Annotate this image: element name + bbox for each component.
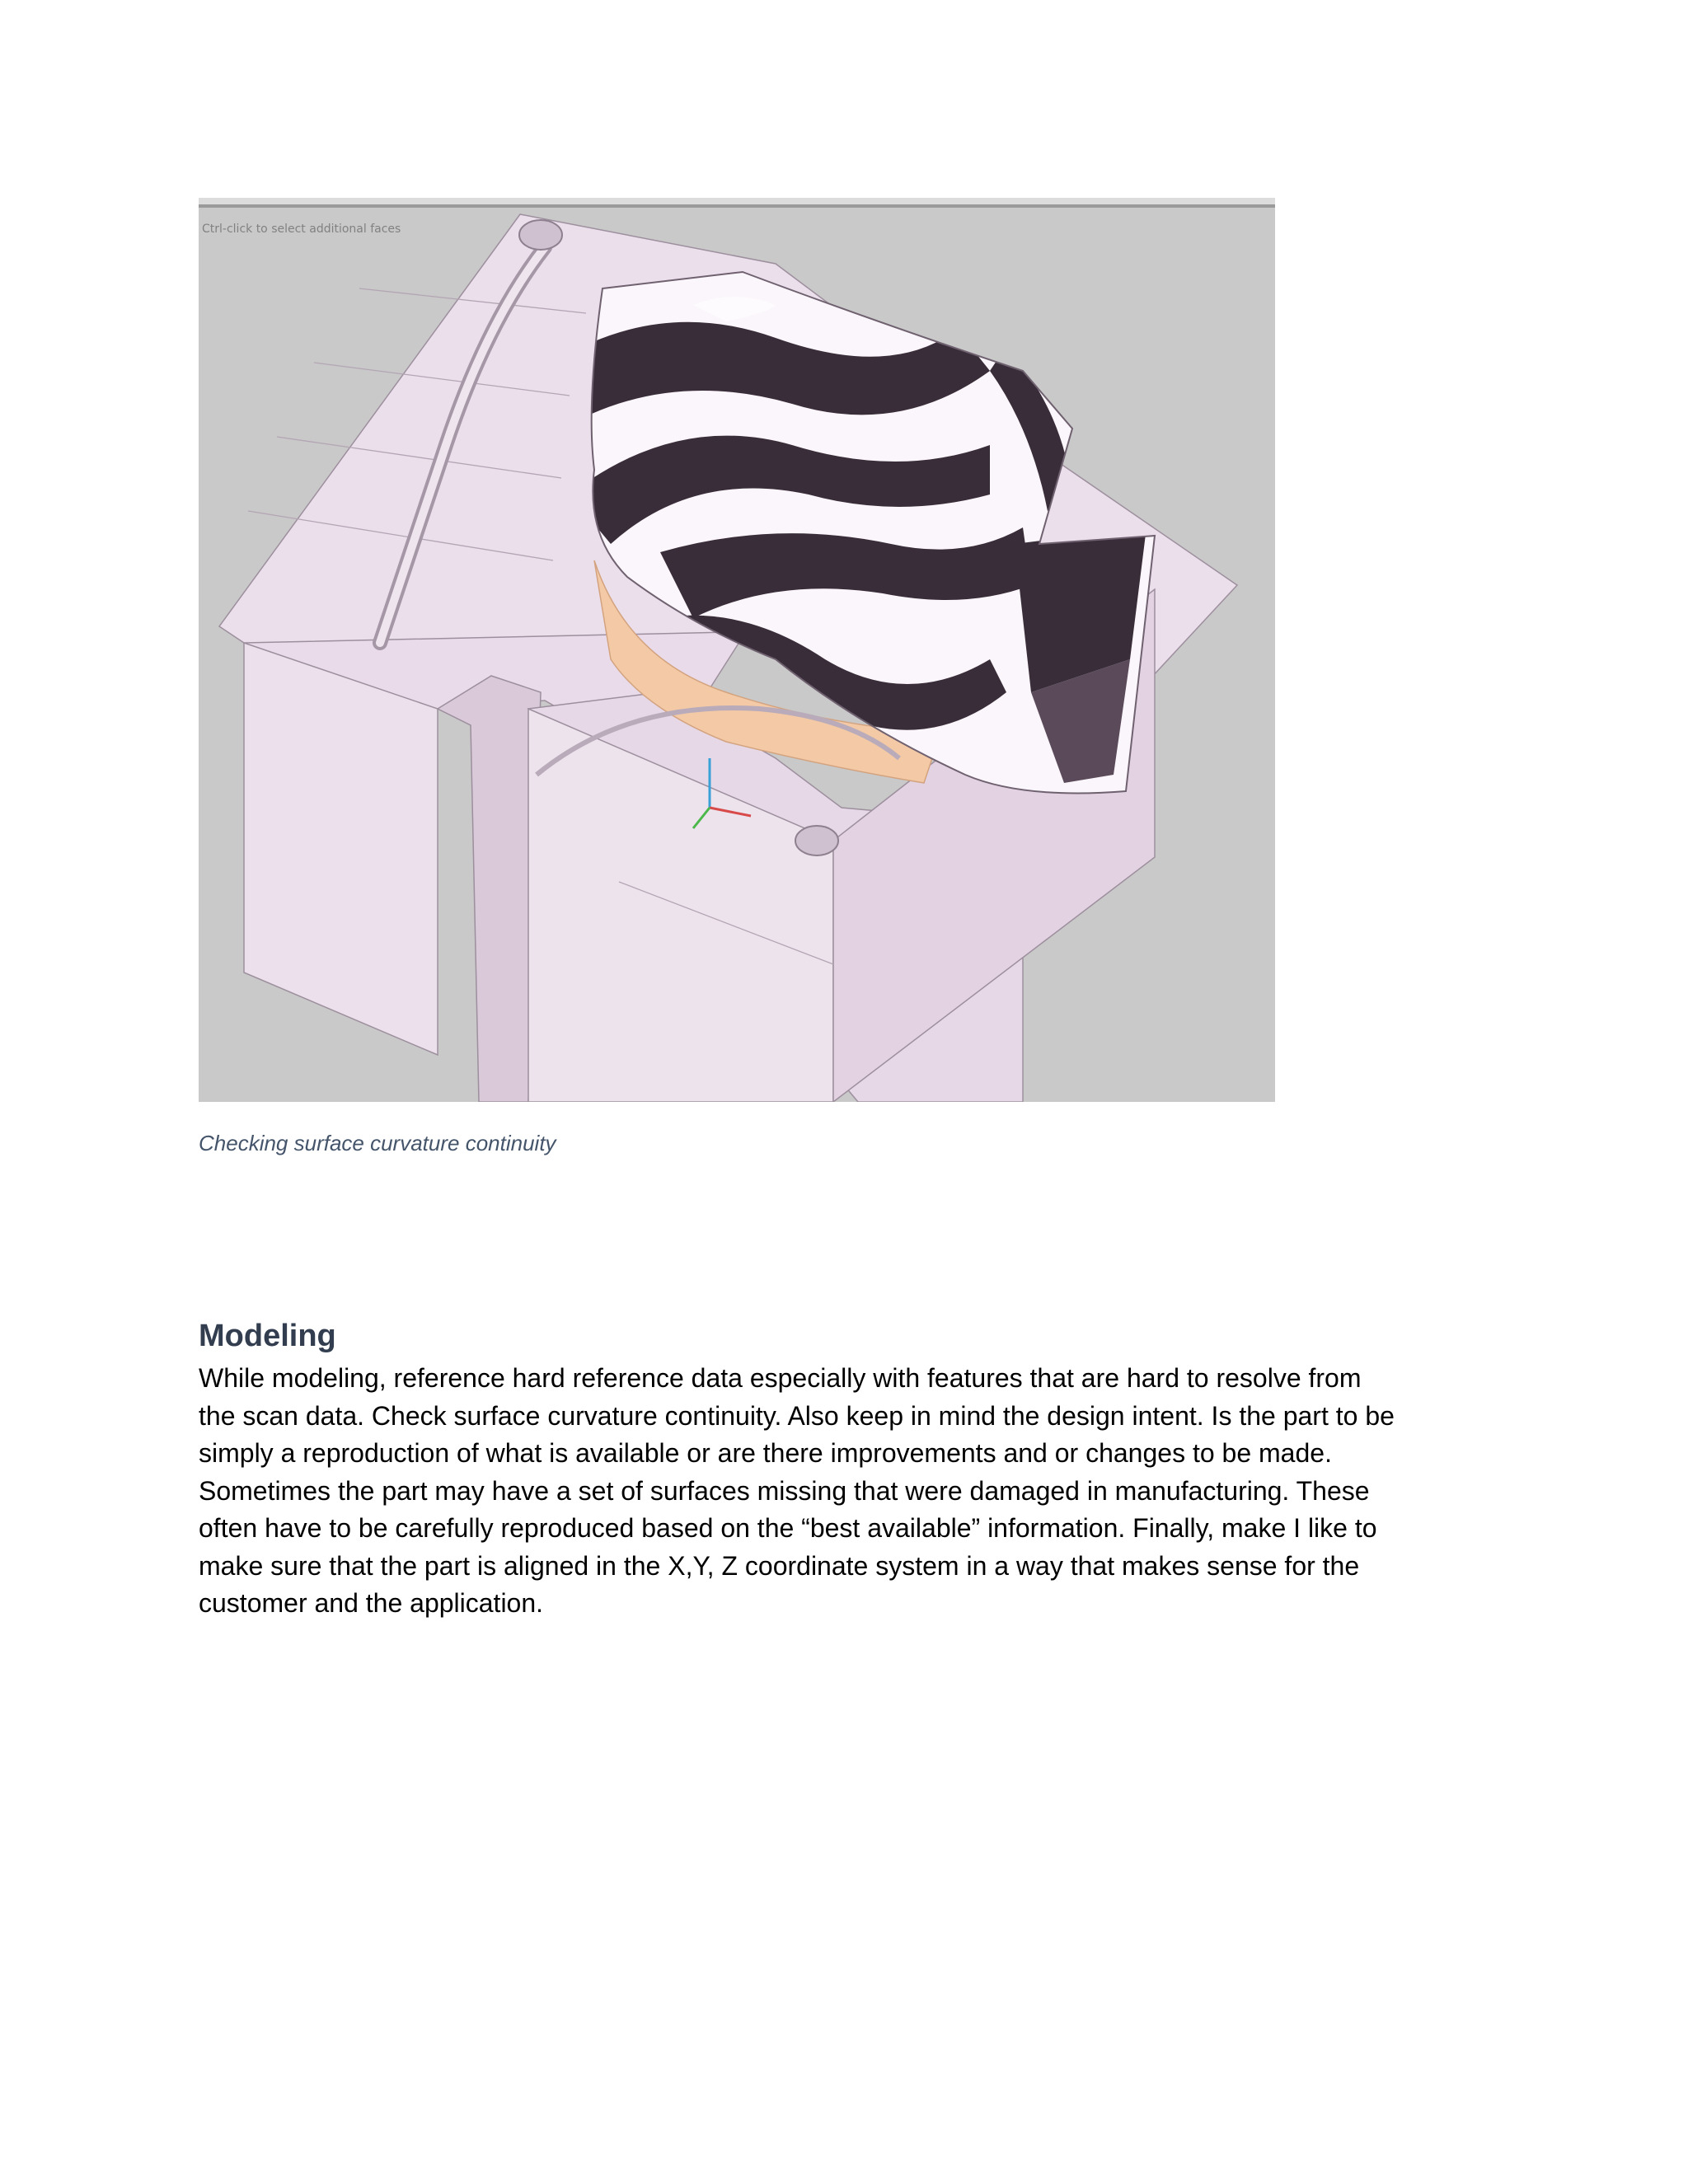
viewport-toolbar-border: [199, 204, 1275, 208]
cad-screenshot-figure: [199, 198, 1275, 1102]
figure-caption: Checking surface curvature continuity: [199, 1131, 556, 1155]
body-paragraph: [199, 1360, 1484, 1623]
bolt-hole-top: [519, 220, 562, 250]
body-line: often have to be carefully reproduced based on the “best available” information. Finally, make I like to: [199, 1513, 1377, 1543]
cad-part-render: [199, 198, 1275, 1102]
body-line: simply a reproduction of what is available or are there improvements and or changes to be made.: [199, 1438, 1332, 1468]
body-line: customer and the application.: [199, 1588, 544, 1618]
body-line: Sometimes the part may have a set of surfaces missing that were damaged in manufacturing. These: [199, 1475, 1370, 1506]
viewport-toolbar-strip: [199, 198, 1275, 204]
body-line: make sure that the part is aligned in the X,Y, Z coordinate system in a way that makes sense for the: [199, 1550, 1360, 1581]
section-heading: Modeling: [199, 1319, 336, 1353]
body-line: the scan data. Check surface curvature continuity. Also keep in mind the design intent. Is the part to be: [199, 1400, 1395, 1431]
viewport-hint-text: Ctrl-click to select additional faces: [202, 223, 401, 236]
body-line: While modeling, reference hard reference data especially with features that are hard to resolve from: [199, 1363, 1362, 1393]
bolt-hole-bottom: [795, 826, 838, 855]
